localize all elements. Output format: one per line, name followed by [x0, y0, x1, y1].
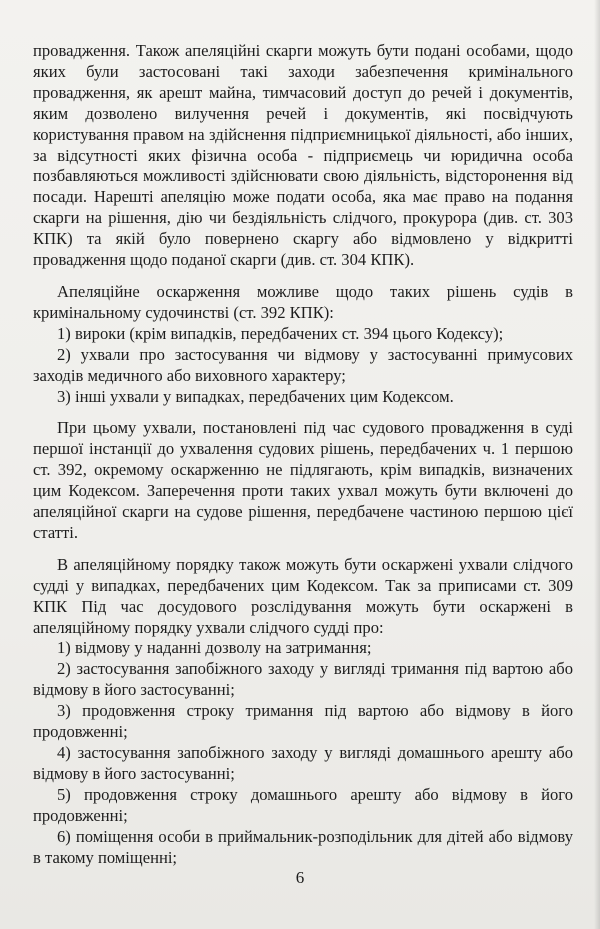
list-item-other-rulings: 3) інші ухвали у випадках, передбачених цим Кодексом. [57, 386, 454, 406]
list-item-verdicts: 1) вироки (крім випадків, передбачених ст. 394 цього Кодексу); [57, 323, 504, 343]
paragraph-appealable-decisions-intro: Апеляційне оскарження можливе щодо таких рішень судів в кримінальному судочинстві (ст. 392 КПК): [33, 281, 573, 322]
paragraph-investigating-judge-rulings: В апеляційному порядку також можуть бути оскаржені ухвали слідчого судді у випадках, передбачених цим Кодексом. Так за приписами ст. 309 КПК Під час досудового розслідування можуть бути оскаржені в апеляційному порядку ухвали слідчого судді про: [33, 554, 573, 637]
list-item-house-arrest-extension: 5) продовження строку домашнього арешту або відмову в його продовженні; [33, 784, 573, 825]
page-number: 6 [295, 868, 305, 887]
page-body [33, 41, 573, 868]
list-item-detention-permission: 1) відмову у наданні дозволу на затримання; [57, 638, 372, 658]
list-item-coercive-measures: 2) ухвали про застосування чи відмову у застосуванні примусових заходів медичного або виховного характеру; [33, 344, 573, 385]
list-item-juvenile-facility: 6) поміщення особи в приймальник-розподільник для дітей або відмову в такому поміщенні; [33, 826, 573, 867]
paragraph-first-instance-rulings: При цьому ухвали, постановлені під час судового провадження в суді першої інстанції до ухвалення судових рішень, передбачених ч. 1 першою ст. 392, окремому оскарженню не підлягають, крім випадків, визначених цим Кодексом. Заперечення проти таких ухвал можуть бути включені до апеляційної скарги на судове рішення, передбачене частиною першою цієї статті. [33, 418, 573, 542]
paragraph-appellants: провадження. Також апеляційні скарги можуть бути подані особами, щодо яких були застосовані такі заходи забезпечення кримінального провадження, як арешт майна, тимчасовий доступ до речей і документів, яким дозволено вилучення речей і документів, які посвідчують користування правом на здійснення підприємницької діяльності, або інших, за відсутності яких фізична особа - підприємець чи юридична особа позбавляються можливості здійснювати свою діяльність, відсторонення від посади. Нарешті апеляцію може подати особа, яка має право на подання скарги на рішення, дію чи бездіяльність слідчого, прокурора (див. ст. 303 КПК) та якій було повернено скаргу або відмовлено у відкритті провадження щодо поданої скарги (див. ст. 304 КПК). [33, 41, 573, 270]
list-item-house-arrest: 4) застосування запобіжного заходу у вигляді домашнього арешту або відмову в його застосуванні; [33, 743, 573, 783]
list-item-custody-measure: 2) застосування запобіжного заходу у вигляді тримання під вартою або відмову в його застосуванні; [33, 659, 573, 700]
list-item-custody-extension: 3) продовження строку тримання під вартою або відмову в його продовженні; [33, 701, 573, 742]
